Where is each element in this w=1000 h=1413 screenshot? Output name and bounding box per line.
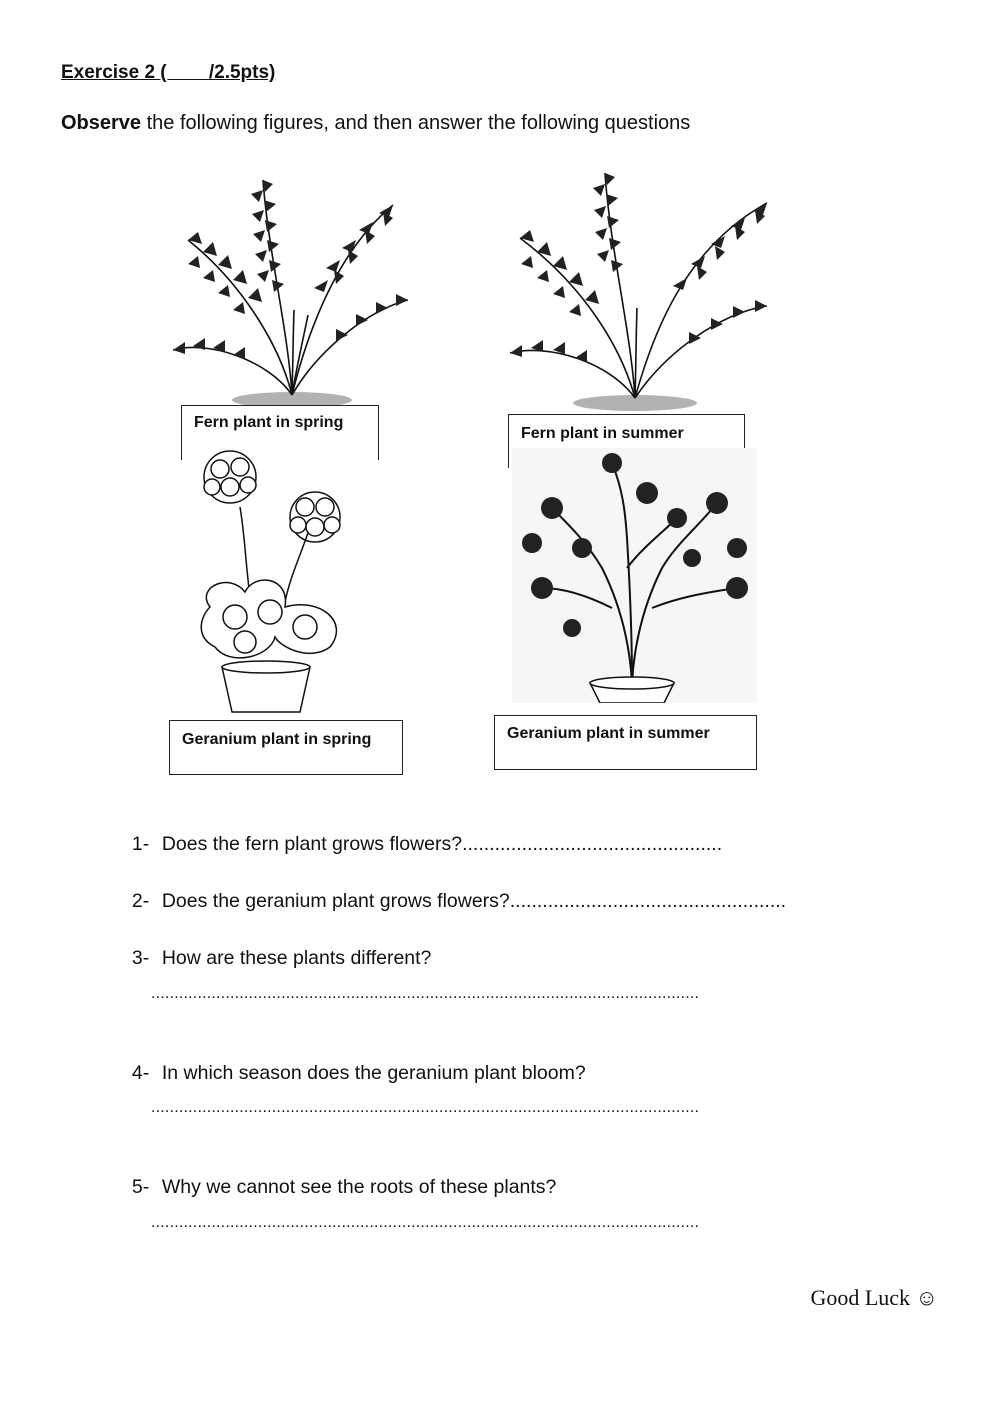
instructions-bold: Observe xyxy=(61,112,142,134)
caption-fern-spring-text: Fern plant in spring xyxy=(194,414,344,431)
fern-spring-illustration xyxy=(168,160,416,410)
caption-geranium-summer xyxy=(494,715,757,770)
caption-geranium-spring-text: Geranium plant in spring xyxy=(182,731,372,748)
caption-geranium-summer-text: Geranium plant in summer xyxy=(507,725,710,742)
question-1-text: Does the fern plant grows flowers?................................................ xyxy=(161,833,723,855)
exercise-title: Exercise 2 ( /2.5pts) xyxy=(61,62,276,83)
question-4-text: In which season does the geranium plant bloom? xyxy=(161,1062,586,1084)
question-2 xyxy=(121,867,786,913)
caption-geranium-spring xyxy=(169,720,403,775)
question-5-text: Why we cannot see the roots of these plants? xyxy=(161,1176,557,1198)
question-1-number: 1- xyxy=(131,833,150,855)
answer-line-4[interactable]: ...................................................................................................................... xyxy=(151,1099,700,1116)
question-1 xyxy=(121,810,722,856)
question-5-number: 5- xyxy=(131,1176,150,1198)
question-4 xyxy=(121,1039,586,1085)
question-3-number: 3- xyxy=(131,947,150,969)
instructions-text: the following figures, and then answer the following questions xyxy=(141,112,691,134)
question-2-text: Does the geranium plant grows flowers?................................................... xyxy=(161,890,787,912)
question-3-text: How are these plants different? xyxy=(161,947,432,969)
question-4-number: 4- xyxy=(131,1062,150,1084)
fern-summer-illustration xyxy=(505,158,775,413)
answer-line-5[interactable]: ...................................................................................................................... xyxy=(151,1214,700,1231)
closing-text: Good Luck ☺ xyxy=(810,1285,938,1310)
answer-line-3[interactable]: ...................................................................................................................... xyxy=(151,985,700,1002)
caption-fern-summer-text: Fern plant in summer xyxy=(521,425,684,442)
question-3 xyxy=(121,924,431,970)
geranium-summer-illustration xyxy=(512,448,757,703)
question-2-number: 2- xyxy=(131,890,150,912)
question-5 xyxy=(121,1153,556,1199)
geranium-spring-illustration xyxy=(190,447,360,717)
instructions xyxy=(61,112,690,135)
